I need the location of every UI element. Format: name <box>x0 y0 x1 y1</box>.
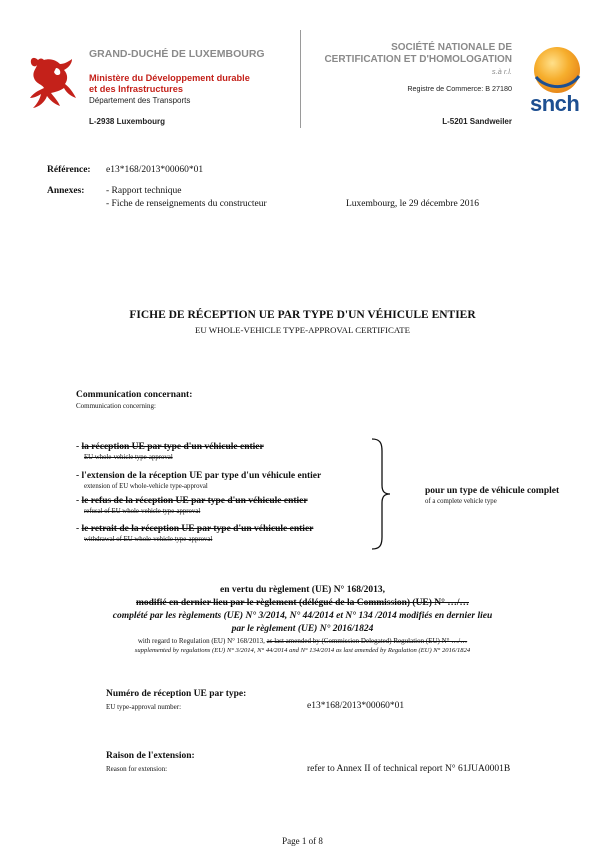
country-title: GRAND-DUCHÉ DE LUXEMBOURG <box>89 48 265 60</box>
reference-value: e13*168/2013*00060*01 <box>106 165 204 175</box>
annexes-label: Annexes: <box>47 186 85 196</box>
annex-item: - Rapport technique <box>106 186 182 196</box>
extension-reason-value: refer to Annex II of technical report N° 61JUA0001B <box>307 764 511 774</box>
snch-logo <box>527 44 587 122</box>
communication-option-en: refusal of EU whole-vehicle type-approval <box>84 508 201 515</box>
regulation-line-en: with regard to Regulation (EU) N° 168/2013, as last amended by (Commission Delegated) Regulation (EU) N° …/… <box>137 637 468 645</box>
regulation-line: en vertu du règlement (UE) N° 168/2013, <box>219 585 385 595</box>
approval-number-label-en: EU type-approval number: <box>106 703 182 711</box>
communication-label: Communication concernant: <box>76 390 193 400</box>
extension-reason-label-en: Reason for extension: <box>106 765 168 773</box>
ministry-name-line2: et des Infrastructures <box>89 84 183 94</box>
luxembourg-lion-emblem <box>24 54 80 112</box>
certificate-title: FICHE DE RÉCEPTION UE PAR TYPE D'UN VÉHICULE ENTIER <box>129 309 476 321</box>
left-address: L-2938 Luxembourg <box>89 117 166 126</box>
communication-option-en: EU whole-vehicle type-approval <box>84 454 173 461</box>
approval-number-label: Numéro de réception UE par type: <box>106 689 247 699</box>
reference-label: Référence: <box>47 165 91 175</box>
approval-number-value: e13*168/2013*00060*01 <box>307 701 405 711</box>
curly-brace <box>370 437 392 551</box>
vehicle-type-en: of a complete vehicle type <box>425 498 497 505</box>
certificate-subtitle: EU WHOLE-VEHICLE TYPE-APPROVAL CERTIFICATE <box>195 325 410 335</box>
regulation-line: par le règlement (UE) N° 2016/1824 <box>231 624 374 634</box>
ministry-name-line1: Ministère du Développement durable <box>89 73 250 83</box>
communication-option-en: withdrawal of EU whole-vehicle type-approval <box>84 536 213 543</box>
communication-option: - le retrait de la réception UE par type d'un véhicule entier <box>76 524 314 534</box>
communication-option: - le refus de la réception UE par type d'un véhicule entier <box>76 496 308 506</box>
annex-item: - Fiche de renseignements du constructeur <box>106 199 267 209</box>
vehicle-type: pour un type de véhicule complet <box>425 486 560 496</box>
header-divider <box>300 30 301 128</box>
extension-reason-label: Raison de l'extension: <box>106 751 195 761</box>
place-date: Luxembourg, le 29 décembre 2016 <box>346 199 480 209</box>
registry-number: Registre de Commerce: B 27180 <box>407 84 512 93</box>
communication-option: - la réception UE par type d'un véhicule entier <box>76 442 264 452</box>
snch-legal-form: s.à r.l. <box>491 67 512 76</box>
communication-option-en: extension of EU whole-vehicle type-approval <box>84 483 208 490</box>
regulation-line: complété par les règlements (UE) N° 3/2014, N° 44/2014 et N° 134 /2014 modifiés en dernier lieu <box>112 611 493 621</box>
regulation-line-struck: modifié en dernier lieu par le règlement (délégué de la Commission) (UE) N° …/… <box>135 598 469 608</box>
regulation-line-en: supplemented by regulations (EU) N° 3/2014, N° 44/2014 and N° 134/2014 as last amended by Regulation (EU) N° 2016/1824 <box>134 647 471 654</box>
page-number: Page 1 of 8 <box>282 836 323 846</box>
right-address: L-5201 Sandweiler <box>442 117 512 126</box>
snch-title-line2: CERTIFICATION ET D'HOMOLOGATION <box>324 54 512 65</box>
snch-sphere-icon <box>527 44 587 96</box>
communication-option: - l'extension de la réception UE par type d'un véhicule entier <box>76 471 322 481</box>
department-name: Département des Transports <box>89 96 191 105</box>
snch-logo-text: snch <box>530 91 580 116</box>
communication-label-en: Communication concerning: <box>76 402 156 410</box>
snch-title-line1: SOCIÉTÉ NATIONALE DE <box>391 42 512 53</box>
